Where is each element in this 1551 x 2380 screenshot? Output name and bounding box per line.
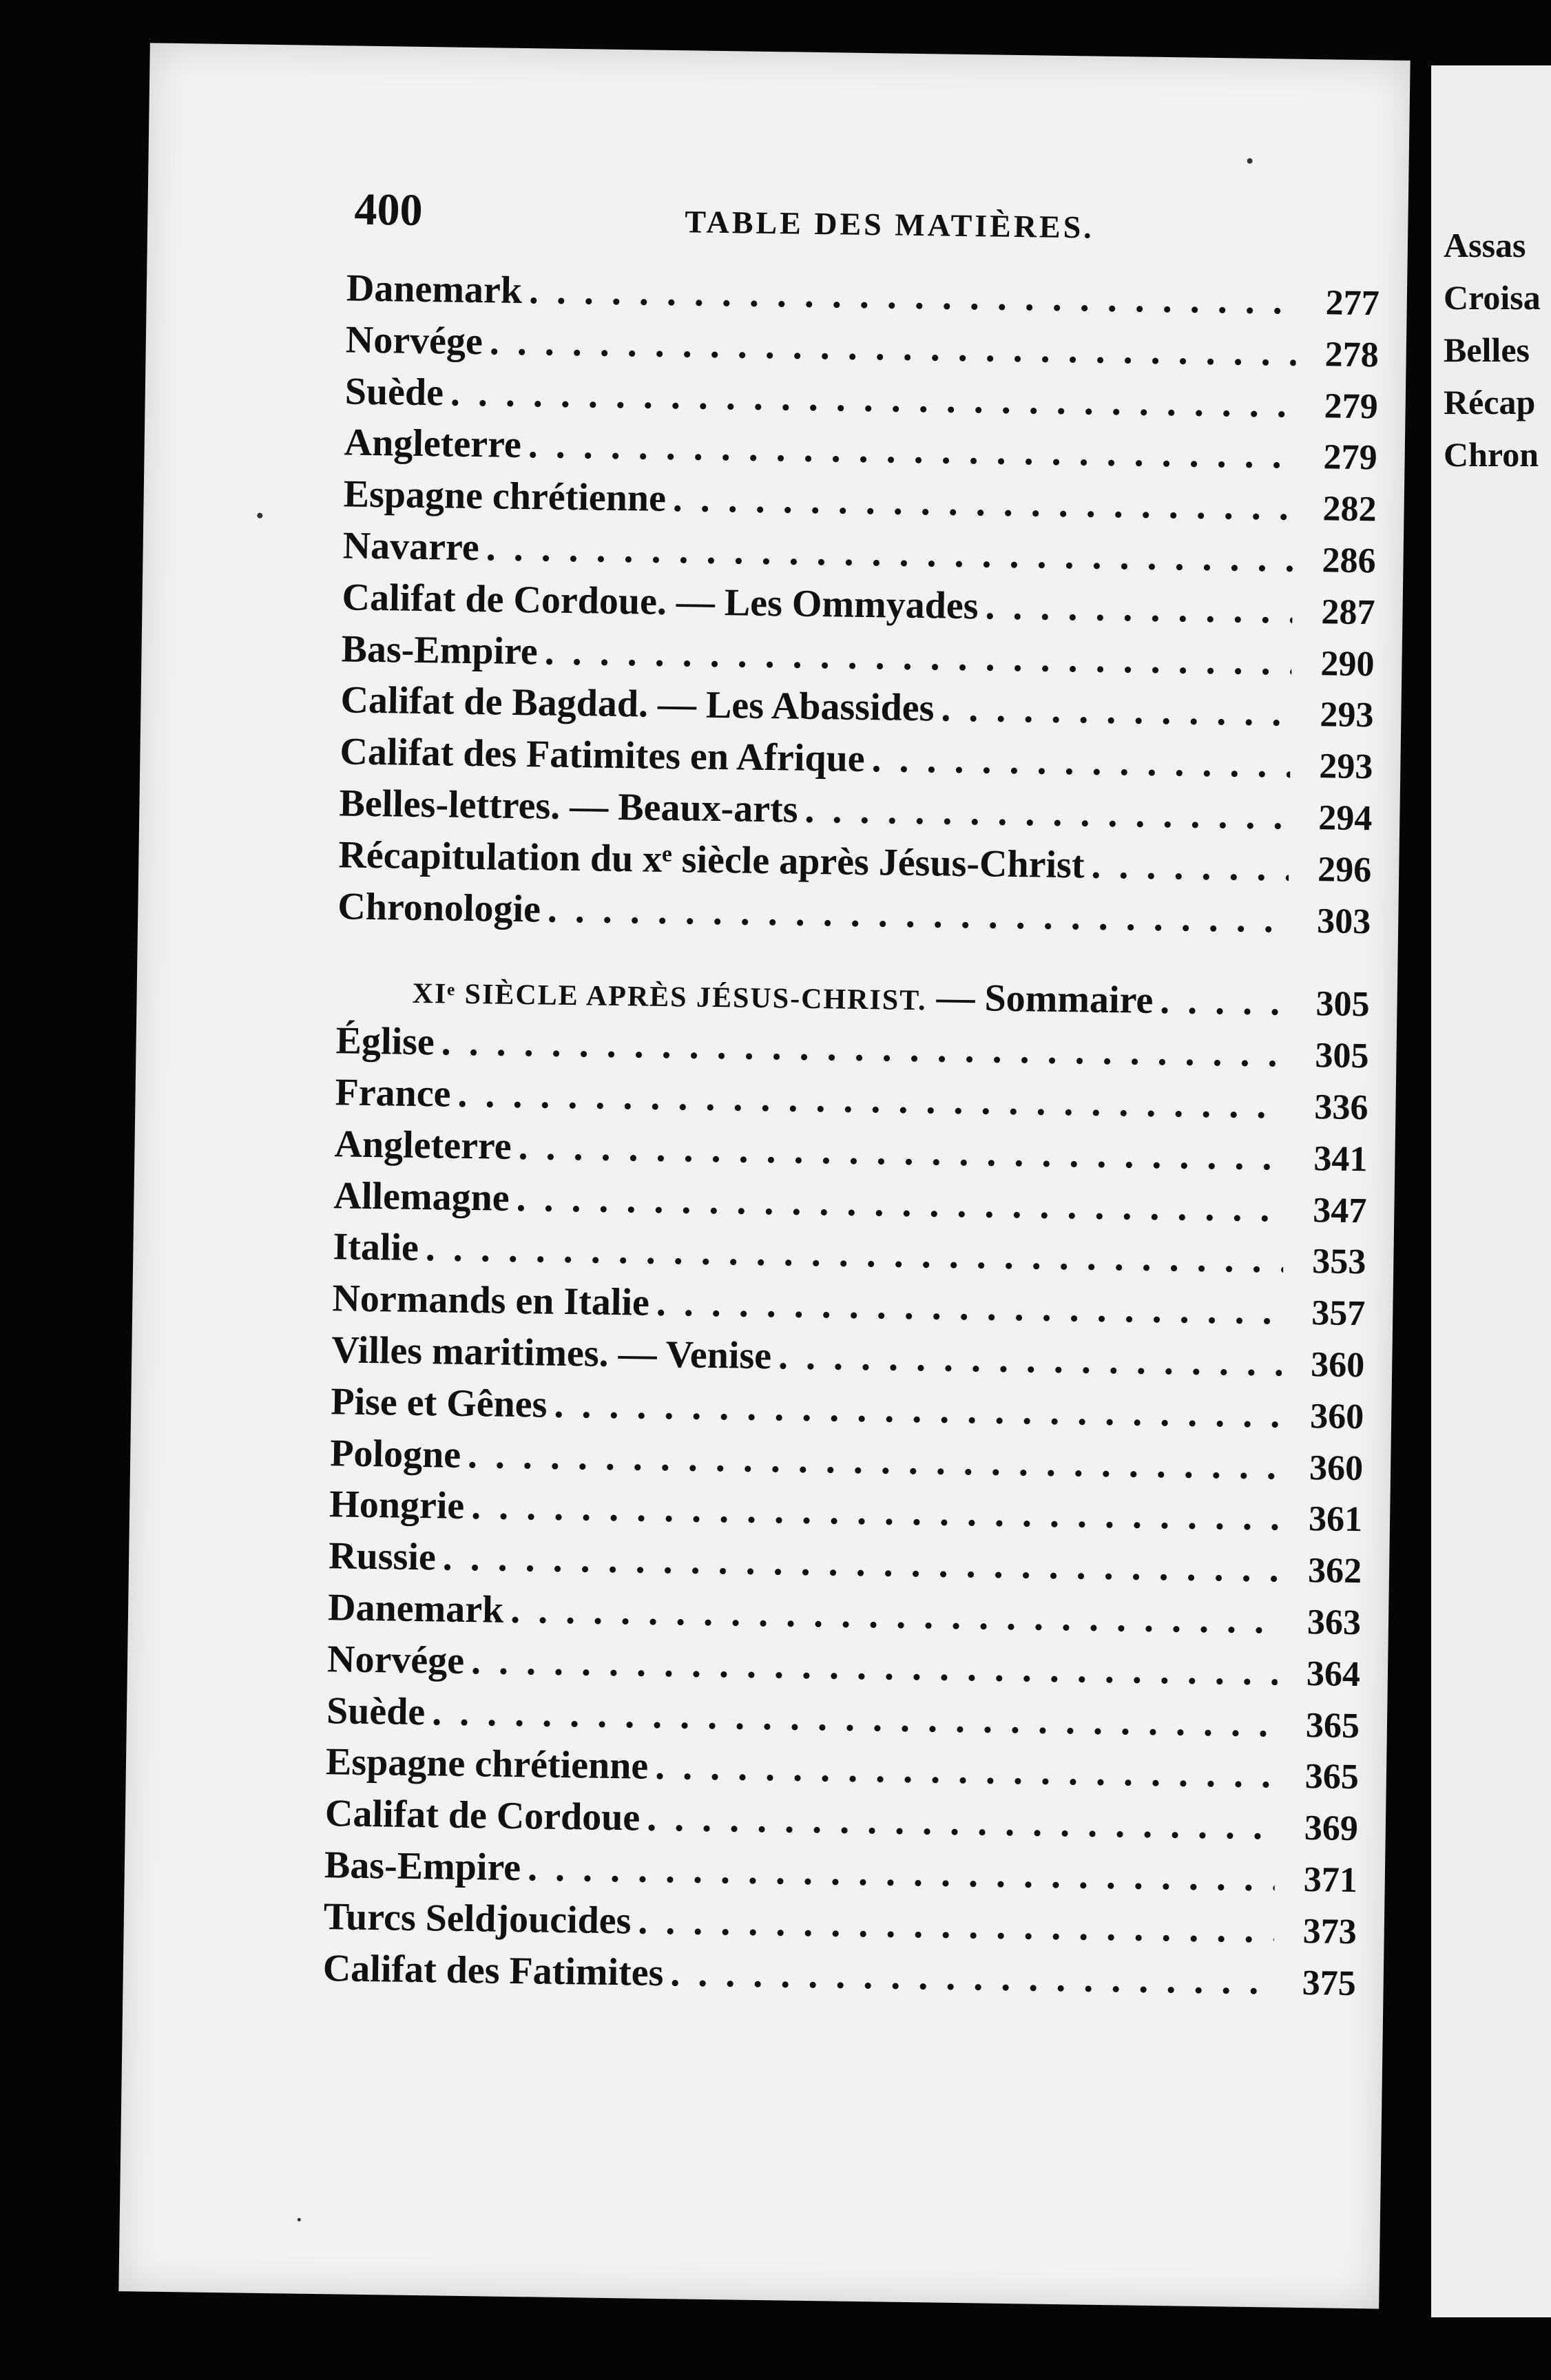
toc-entry: Navarre . . . 286 bbox=[342, 520, 1376, 586]
running-title: TABLE DES MATIÈRES. bbox=[684, 204, 1095, 245]
toc-entry: Chronologie . . . 303 bbox=[337, 881, 1371, 947]
toc-entry: Suède . . . 365 bbox=[326, 1685, 1360, 1751]
section-subtitle: — Sommaire bbox=[936, 976, 1154, 1023]
toc-entry: Bas-Empire . . . 371 bbox=[324, 1839, 1357, 1906]
toc-entry: Norvége . . . 278 bbox=[345, 314, 1379, 380]
toc-entry: France . . . 336 bbox=[335, 1067, 1368, 1133]
toc-entry: Bas-Empire . . . 290 bbox=[341, 623, 1375, 689]
toc-entry: Pise et Gênes . . . 360 bbox=[331, 1376, 1364, 1442]
ink-speck bbox=[298, 2218, 301, 2222]
toc-entry: Norvége . . . 364 bbox=[327, 1633, 1361, 1700]
toc-entry: Villes maritimes. — Venise . . . 360 bbox=[331, 1324, 1365, 1390]
adjacent-page-edge bbox=[1431, 65, 1551, 2317]
toc-entry: Belles-lettres. — Beaux-arts . . . 294 bbox=[339, 777, 1373, 844]
page-header bbox=[354, 184, 1388, 274]
toc-entry: Angleterre . . . 279 bbox=[344, 417, 1377, 483]
toc-entry: Califat de Bagdad. — Les Abassides . . . 293 bbox=[340, 675, 1374, 741]
book-page bbox=[118, 43, 1410, 2308]
toc-entry: Califat des Fatimites . . . 375 bbox=[322, 1943, 1356, 2009]
ink-speck bbox=[1247, 158, 1253, 164]
section-title: XIᵉ SIÈCLE APRÈS JÉSUS-CHRIST. bbox=[412, 978, 927, 1017]
toc-entry: Allemagne . . . 347 bbox=[333, 1170, 1367, 1236]
toc-entry: Russie . . . 362 bbox=[329, 1530, 1362, 1596]
toc-entry: Suède . . . 279 bbox=[344, 366, 1378, 432]
toc-entry: Espagne chrétienne . . . 282 bbox=[343, 469, 1377, 535]
adjacent-page-fragment: Assas bbox=[1444, 226, 1526, 264]
adjacent-page-fragment: Belles bbox=[1444, 331, 1530, 369]
table-of-contents bbox=[322, 262, 1380, 2008]
toc-entry: Église . . . 305 bbox=[335, 1015, 1369, 1081]
toc-entry: Normands en Italie . . . 357 bbox=[332, 1273, 1366, 1339]
toc-entry: Danemark . . . 363 bbox=[328, 1582, 1362, 1648]
toc-entry: Califat de Cordoue . . . 369 bbox=[324, 1788, 1358, 1854]
toc-entry: Califat de Cordoue. — Les Ommyades . . . 287 bbox=[342, 572, 1375, 638]
toc-entry: Hongrie . . . 361 bbox=[329, 1479, 1363, 1545]
toc-entry: Espagne chrétienne . . . 365 bbox=[326, 1737, 1360, 1803]
section-page: 305 bbox=[1315, 984, 1370, 1025]
toc-entry: Récapitulation du xᵉ siècle après Jésus-Christ . . . 296 bbox=[338, 829, 1372, 895]
toc-entry: Pologne . . . 360 bbox=[330, 1428, 1364, 1494]
toc-entry: Danemark . . . 277 bbox=[346, 262, 1380, 328]
adjacent-page-fragment: Croisa bbox=[1444, 278, 1541, 317]
toc-entry: Califat des Fatimites en Afrique . . . 293 bbox=[340, 727, 1373, 793]
adjacent-page-fragment: Chron bbox=[1444, 435, 1539, 474]
adjacent-page-fragment: Récap bbox=[1444, 383, 1536, 421]
page-number: 400 bbox=[354, 184, 424, 236]
ink-speck bbox=[257, 513, 262, 519]
toc-entry: Italie . . . 353 bbox=[333, 1222, 1366, 1288]
toc-entry: Angleterre . . . 341 bbox=[334, 1118, 1368, 1184]
toc-entry: Turcs Seldjoucides . . . 373 bbox=[323, 1891, 1357, 1957]
